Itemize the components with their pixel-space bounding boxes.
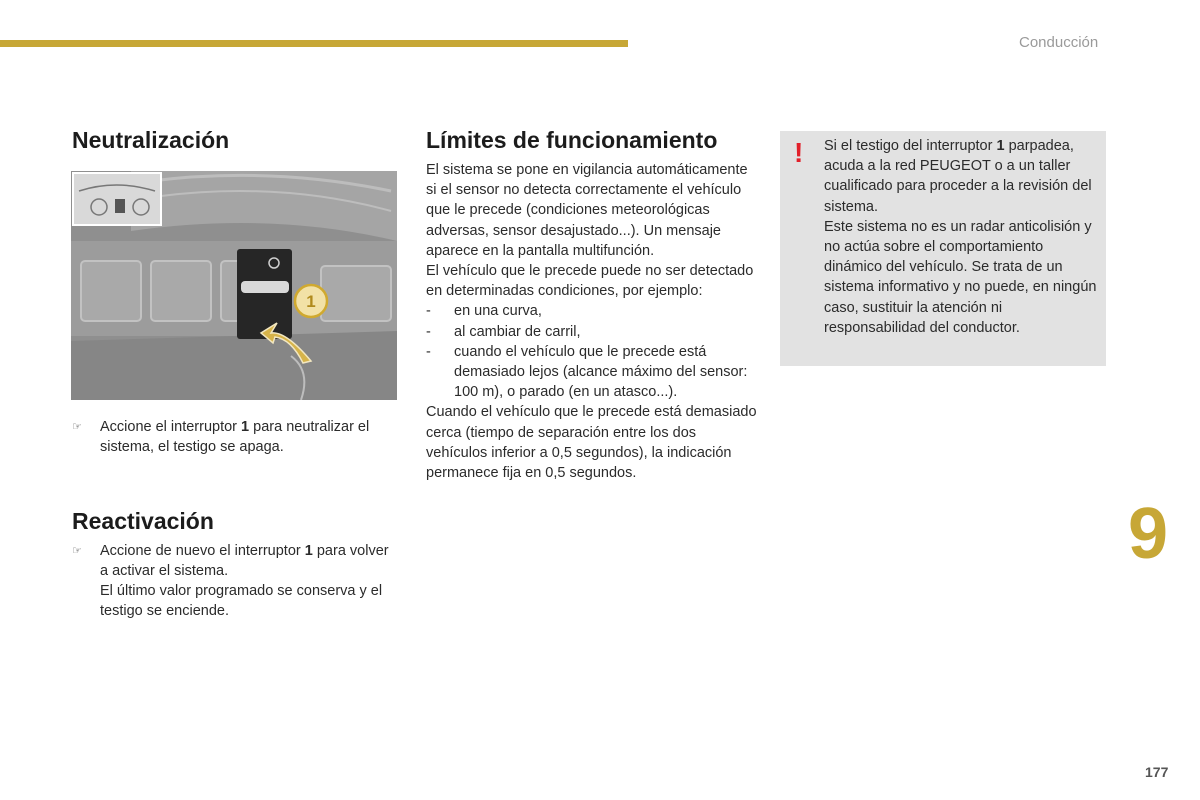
limites-para-3: Cuando el vehículo que le precede está demasiado cerca (tiempo de separación entre los dos vehículos inferior a 0,5 segundos), la indicación permanece fija en 0,5 segundos. bbox=[426, 404, 757, 482]
limites-para-2: El vehículo que le precede puede no ser detectado en determinadas condiciones, por ejemplo: bbox=[426, 263, 754, 300]
limites-para-1: El sistema se pone en vigilancia automáticamente si el sensor no detecta correctamente el vehículo que le precede (condiciones meteorológicas adversas, sensor desajustado...). Un mensaje aparece en la pantalla multifunción. bbox=[426, 162, 748, 259]
callout-1-icon bbox=[293, 283, 329, 319]
heading-reactivacion: Reactivación bbox=[72, 508, 214, 534]
list-item: - cuando el vehículo que le precede está demasiado lejos (alcance máximo del sensor: 100 m), o parado (en un atasco...). bbox=[426, 343, 748, 401]
section-title: Conducción bbox=[1019, 34, 1099, 51]
pointing-hand-icon: ☞ bbox=[72, 421, 82, 433]
callout-1-label: 1 bbox=[306, 292, 316, 311]
heading-limites: Límites de funcionamiento bbox=[426, 127, 718, 153]
list-item: - en una curva, bbox=[426, 303, 542, 320]
heading-neutralizacion: Neutralización bbox=[72, 127, 230, 153]
switch-illustration bbox=[71, 171, 397, 400]
page-number: 177 bbox=[1145, 764, 1169, 780]
bullet-neutralizacion: ☞ Accione el interruptor 1 para neutralizar el sistema, el testigo se apaga. bbox=[72, 419, 370, 455]
warning-text: Si el testigo del interruptor 1 parpadea, acuda a la red PEUGEOT o a un taller cualificado para proceder a la revisión del sistema. Este sistema no es un radar anticolisión y no actúa sobre el comportamiento dinámico del vehículo. Se trata de un sistema informativo y no puede, en ningún caso, sustituir la atención ni responsabilidad del conductor. bbox=[824, 138, 1097, 336]
limites-body bbox=[426, 160, 761, 483]
header-accent-bar bbox=[0, 40, 628, 47]
bullet-reactivacion: ☞ Accione de nuevo el interruptor 1 para volver a activar el sistema. El último valor programado se conserva y el testigo se enciende. bbox=[72, 543, 389, 619]
chapter-number: 9 bbox=[1128, 494, 1169, 574]
warning-exclamation-icon: ! bbox=[794, 137, 804, 168]
dashboard-switch-drawing bbox=[71, 171, 397, 400]
list-item: - al cambiar de carril, bbox=[426, 323, 581, 340]
pointing-hand-icon: ☞ bbox=[72, 545, 82, 557]
